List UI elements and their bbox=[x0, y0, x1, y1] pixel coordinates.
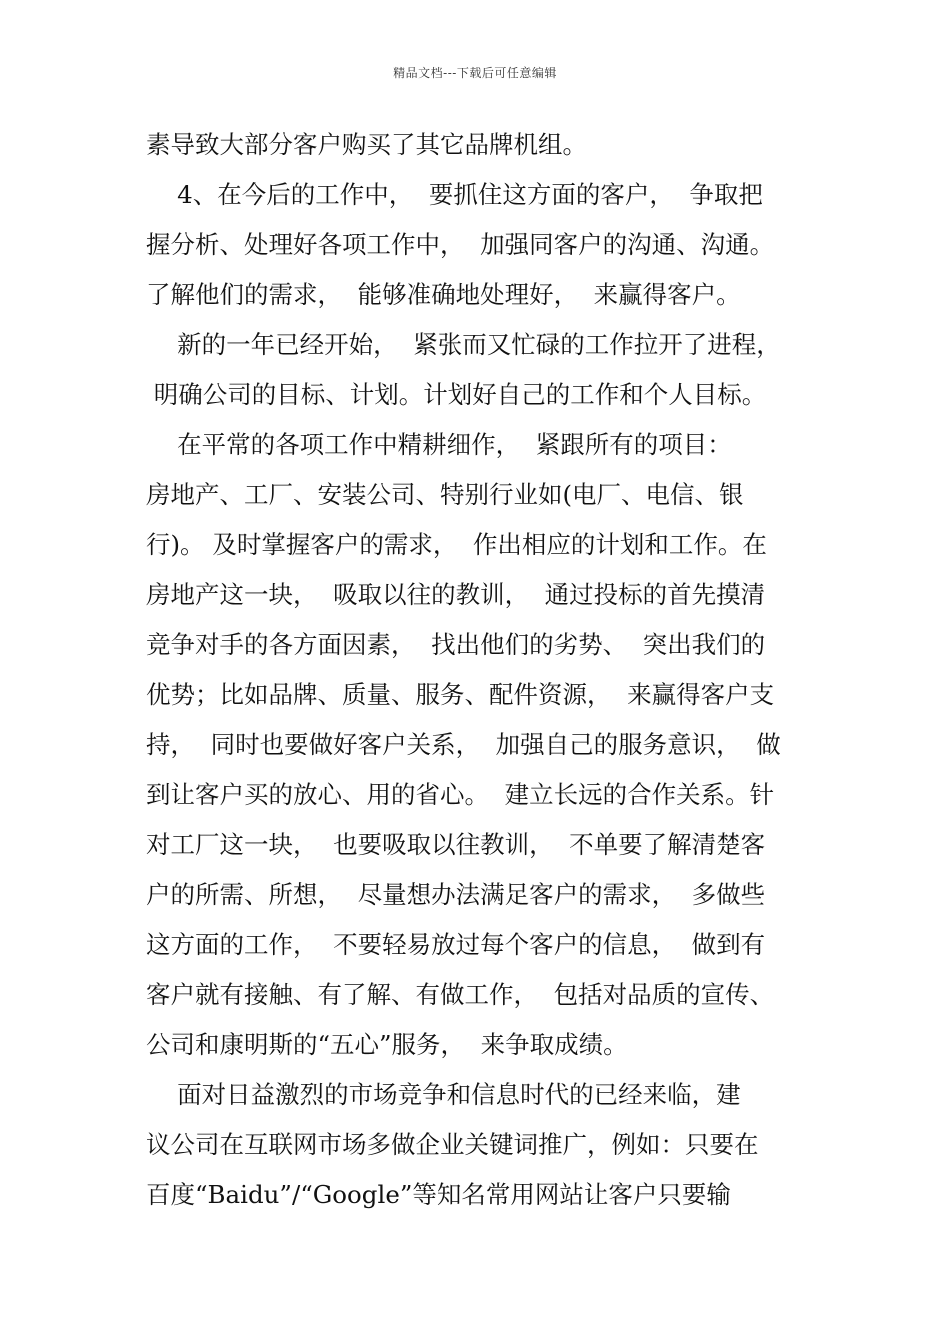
text-line: 在平常的各项工作中精耕细作， 紧跟所有的项目： bbox=[146, 430, 732, 459]
text-line: 客户就有接触、有了解、有做工作， 包括对品质的宣传、 bbox=[146, 980, 775, 1009]
text-line: 新的一年已经开始， 紧张而又忙碌的工作拉开了进程， bbox=[146, 330, 781, 359]
text-line: 明确公司的目标、计划。计划好自己的工作和个人目标。 bbox=[146, 380, 767, 409]
text-line: 4、在今后的工作中， 要抓住这方面的客户， 争取把 bbox=[146, 180, 763, 209]
text-line: 行)。 及时掌握客户的需求， 作出相应的计划和工作。在 bbox=[146, 530, 767, 559]
text-line: 议公司在互联网市场多做企业关键词推广，例如：只要在 bbox=[146, 1130, 759, 1159]
text-line: 公司和康明斯的“五心”服务， 来争取成绩。 bbox=[146, 1030, 628, 1059]
text-line: 户的所需、所想， 尽量想办法满足客户的需求， 多做些 bbox=[146, 880, 766, 909]
page-header: 精品文档---下载后可任意编辑 bbox=[393, 66, 557, 80]
text-line: 对工厂这一块， 也要吸取以往教训， 不单要了解清楚客 bbox=[146, 830, 766, 859]
text-line: 房地产这一块， 吸取以往的教训， 通过投标的首先摸清 bbox=[146, 580, 766, 609]
text-line: 竞争对手的各方面因素， 找出他们的劣势、 突出我们的 bbox=[146, 630, 766, 659]
text-line: 素导致大部分客户购买了其它品牌机组。 bbox=[146, 130, 587, 159]
text-line: 握分析、处理好各项工作中， 加强同客户的沟通、沟通。 bbox=[146, 230, 775, 259]
body-text bbox=[146, 120, 812, 1220]
text-line: 房地产、工厂、安装公司、特别行业如(电厂、电信、银 bbox=[146, 480, 744, 509]
text-line: 优势；比如品牌、质量、服务、配件资源， 来赢得客户支 bbox=[146, 680, 775, 709]
text-line: 持， 同时也要做好客户关系， 加强自己的服务意识， 做 bbox=[146, 730, 781, 759]
text-line: 面对日益激烈的市场竞争和信息时代的已经来临，建 bbox=[146, 1080, 741, 1109]
text-line: 这方面的工作， 不要轻易放过每个客户的信息， 做到有 bbox=[146, 930, 766, 959]
text-line: 了解他们的需求， 能够准确地处理好， 来赢得客户。 bbox=[146, 280, 741, 309]
text-line: 百度“Baidu”/“Google”等知名常用网站让客户只要输 bbox=[146, 1180, 731, 1209]
text-line: 到让客户买的放心、用的省心。 建立长远的合作关系。针 bbox=[146, 780, 775, 809]
